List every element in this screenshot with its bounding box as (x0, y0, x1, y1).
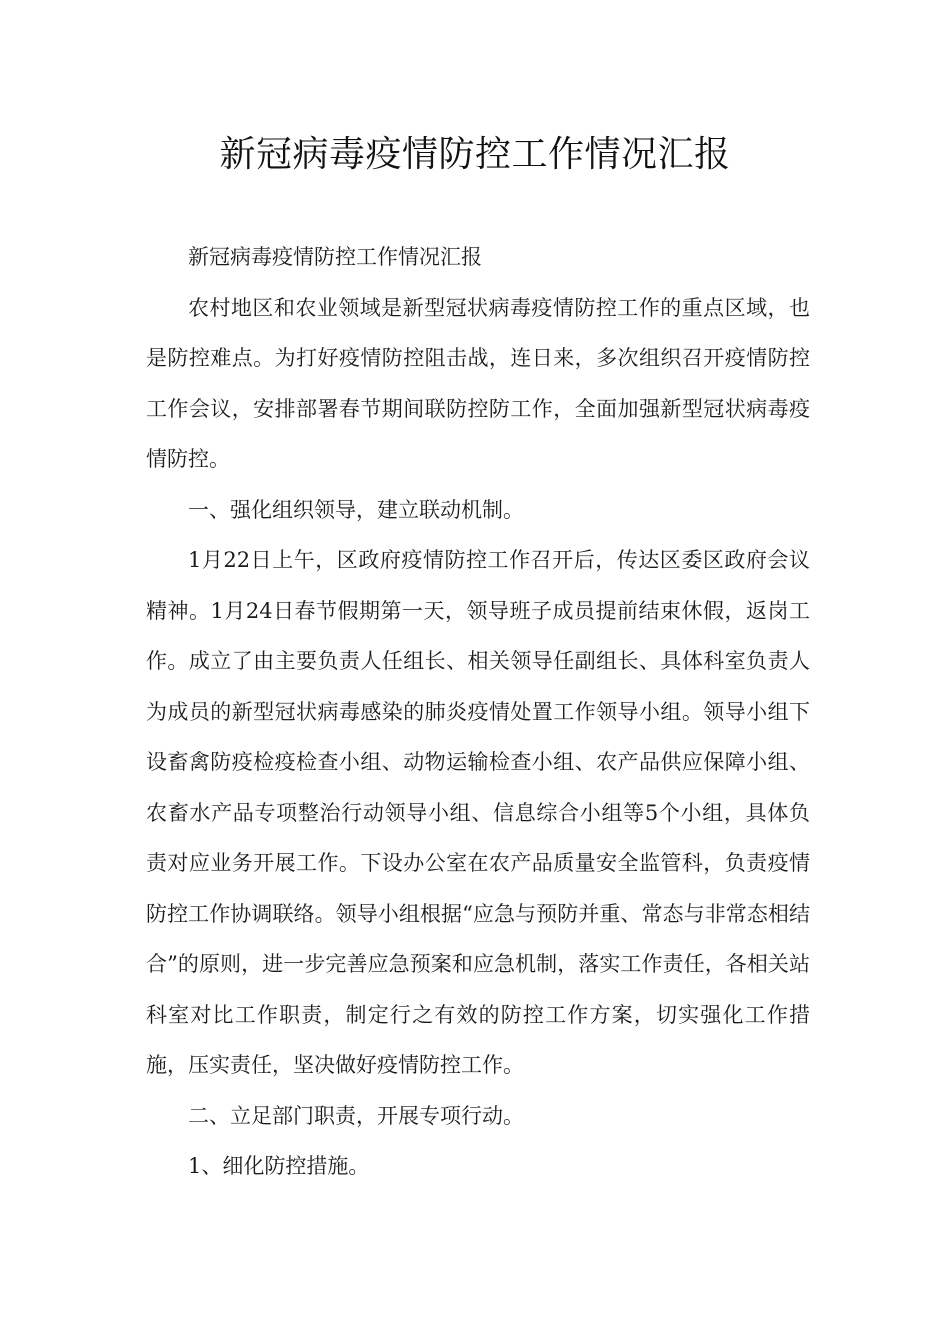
subsection-heading-1: 1、细化防控措施。 (188, 1154, 370, 1178)
paragraph-section-1: 1月22日上午，区政府疫情防控工作召开后，传达区委区政府会议精神。1月24日春节假期第一天，领导班子成员提前结束休假，返岗工作。成立了由主要负责人任组长、相关领导任副组长、具体科室负责人为成员的新型冠状病毒感染的肺炎疫情处置工作领导小组。领导小组下设畜禽防疫检疫检查小组、动物运输检查小组、农产品供应保障小组、农畜水产品专项整治行动领导小组、信息综合小组等5个小组，具体负责对应业务开展工作。下设办公室在农产品质量安全监管科，负责疫情防控工作协调联络。领导小组根据“应急与预防并重、常态与非常态相结合”的原则，进一步完善应急预案和应急机制，落实工作责任，各相关站科室对比工作职责，制定行之有效的防控工作方案，切实强化工作措施，压实责任，坚决做好疫情防控工作。 (146, 548, 810, 1077)
document-title: 新冠病毒疫情防控工作情况汇报 (219, 134, 731, 175)
section-heading-1: 一、强化组织领导，建立联动机制。 (188, 497, 524, 522)
document-body (146, 232, 810, 1192)
paragraph-subtitle: 新冠病毒疫情防控工作情况汇报 (188, 245, 482, 269)
paragraph-intro: 农村地区和农业领域是新型冠状病毒疫情防控工作的重点区域，也是防控难点。为打好疫情防控阻击战，连日来，多次组织召开疫情防控工作会议，安排部署春节期间联防控防工作，全面加强新型冠状病毒疫情防控。 (146, 295, 810, 471)
section-heading-2: 二、立足部门职责，开展专项行动。 (188, 1103, 524, 1128)
